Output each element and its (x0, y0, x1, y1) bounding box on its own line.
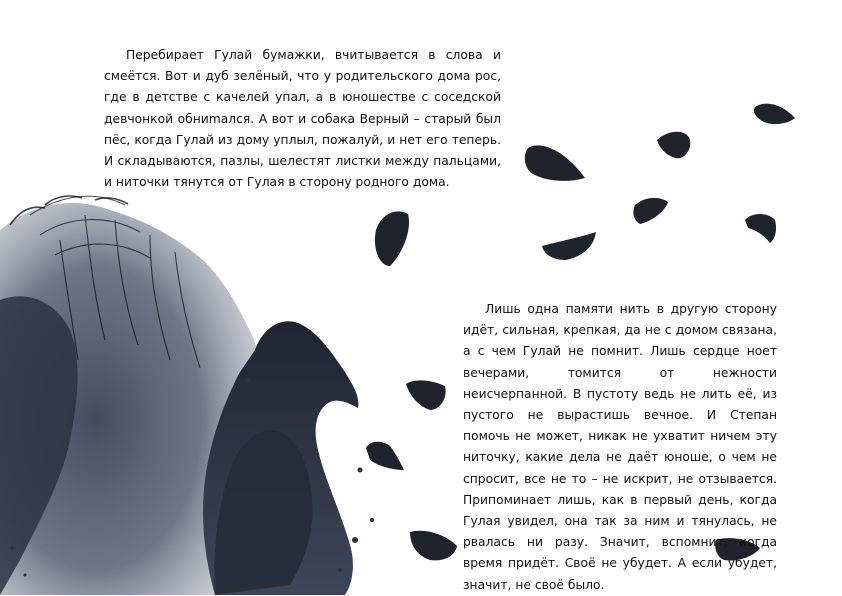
petal (375, 211, 409, 266)
petal (754, 104, 795, 124)
petal (410, 531, 457, 561)
story-paragraph-1 (104, 45, 501, 193)
petal (745, 214, 776, 243)
petal (657, 132, 690, 159)
petal (366, 442, 404, 470)
story-paragraph-2 (463, 299, 777, 596)
petal (525, 145, 585, 181)
paragraph-text-1: Перебирает Гулай бумажки, вчитывается в слова и смеётся. Вот и дуб зелёный, что у родительского дома рос, где в детстве с качелей упал, а в юношестве с соседской девчонкой обниmался. А вот и собака Верный – старый был пёс, когда Гулай из дому уплыл, пожалуй, и нет его теперь. И складываются, пазлы, шелестят листки между пальцами, и ниточки тянутся от Гулая в сторону родного дома. (104, 48, 501, 190)
paragraph-text-2: Лишь одна памяти нить в другую сторону идёт, сильная, крепкая, да не с домом связана, а с чем Гулай не помнит. Лишь сердце ноет вечерами, томится от нежности неисчерпанной. В пустоту ведь не лить её, из пустого не вырастишь вечное. И Степан помочь не может, никак не ухватит ничем эту ниточку, какие дела не даёт юноше, о чем не спросит, все не то – не искрит, не отзывается. Припоминает лишь, как в первый день, когда Гулая увидел, она так за ним и тянулась, не рвалась ни разу. Значит, вспомнит, когда время придёт. Своё не убудет. А если убудет, значит, не своё было. (463, 302, 777, 592)
ink-wave (0, 196, 374, 595)
petal (542, 232, 596, 260)
petal (633, 198, 668, 224)
petal (406, 380, 446, 410)
